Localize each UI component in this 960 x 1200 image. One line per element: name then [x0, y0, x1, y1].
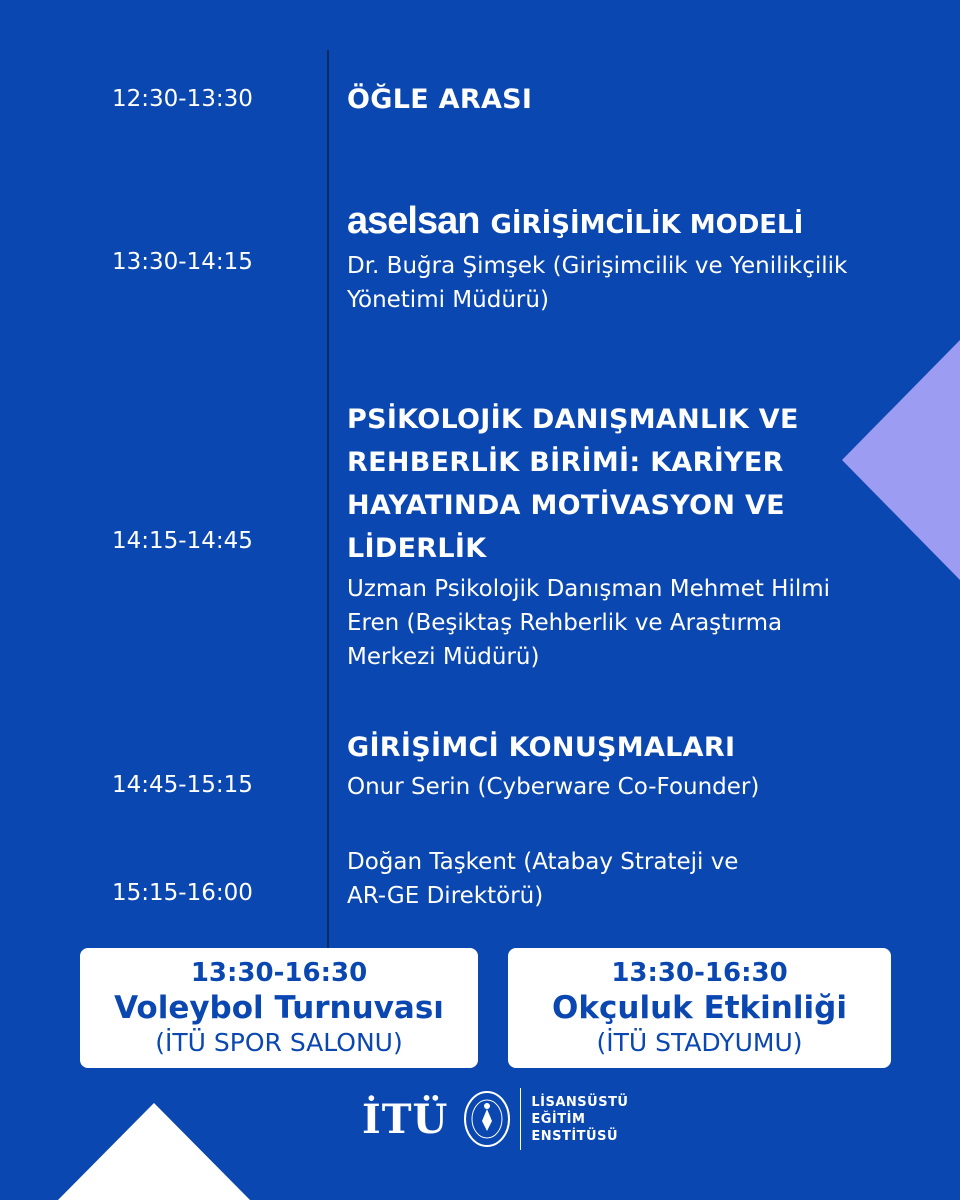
footer-divider [520, 1088, 521, 1150]
itu-logo: İTÜ [362, 1095, 449, 1143]
speaker-line: Onur Serin (Cyberware Co-Founder) [347, 774, 760, 800]
speaker-line: Merkezi Müdürü) [347, 644, 540, 670]
activity-card-volleyball [80, 948, 478, 1068]
activity-title: Okçuluk Etkinliği [552, 990, 847, 1026]
title-line: PSİKOLOJİK DANIŞMANLIK VE [347, 404, 799, 435]
slot-time: 12:30-13:30 [112, 86, 253, 112]
slot-title: ÖĞLE ARASI [347, 84, 533, 115]
slot-title: GİRİŞİMCİ KONUŞMALARI [347, 732, 736, 763]
decorative-triangle [58, 1103, 250, 1200]
activity-location: (İTÜ STADYUMU) [596, 1028, 803, 1057]
activity-title: Voleybol Turnuvası [114, 990, 444, 1026]
slot-title [347, 398, 799, 570]
slot-speaker [347, 249, 907, 317]
institute-line: LİSANSÜSTÜ [531, 1094, 629, 1110]
timeline-divider [327, 50, 329, 948]
speaker-line: Yönetimi Müdürü) [347, 287, 549, 313]
decorative-triangle [842, 340, 960, 580]
activity-time: 13:30-16:30 [611, 958, 788, 988]
speaker-line: Eren (Beşiktaş Rehberlik ve Araştırma [347, 610, 783, 636]
university-seal-icon [462, 1089, 512, 1149]
slot-time: 14:45-15:15 [112, 772, 253, 798]
slot-speaker [347, 845, 907, 913]
institute-line: EĞİTİM [531, 1111, 586, 1127]
activity-card-archery [508, 948, 891, 1068]
slot-speaker [347, 572, 907, 674]
institute-name [531, 1094, 628, 1145]
slot-time: 13:30-14:15 [112, 249, 253, 275]
title-line: LİDERLİK [347, 533, 487, 564]
title-line: REHBERLİK BİRİMİ: KARİYER [347, 447, 784, 478]
activity-location: (İTÜ SPOR SALONU) [155, 1028, 403, 1057]
slot-time: 14:15-14:45 [112, 528, 253, 554]
speaker-line: AR-GE Direktörü) [347, 883, 544, 909]
activity-time: 13:30-16:30 [190, 958, 368, 988]
aselsan-logo: aselsan [347, 200, 480, 242]
slot-title [347, 200, 803, 243]
speaker-line: Doğan Taşkent (Atabay Strateji ve [347, 849, 739, 875]
title-line: HAYATINDA MOTİVASYON VE [347, 490, 785, 521]
slot-speaker [347, 770, 907, 804]
slot-time: 15:15-16:00 [112, 880, 253, 906]
footer-logo-group [362, 1084, 629, 1154]
slot-title-text: GİRİŞİMCİLİK MODELİ [490, 210, 804, 240]
speaker-line: Uzman Psikolojik Danışman Mehmet Hilmi [347, 576, 831, 602]
speaker-line: Dr. Buğra Şimşek (Girişimcilik ve Yenilikçilik [347, 253, 848, 279]
institute-line: ENSTİTÜSÜ [531, 1128, 619, 1144]
